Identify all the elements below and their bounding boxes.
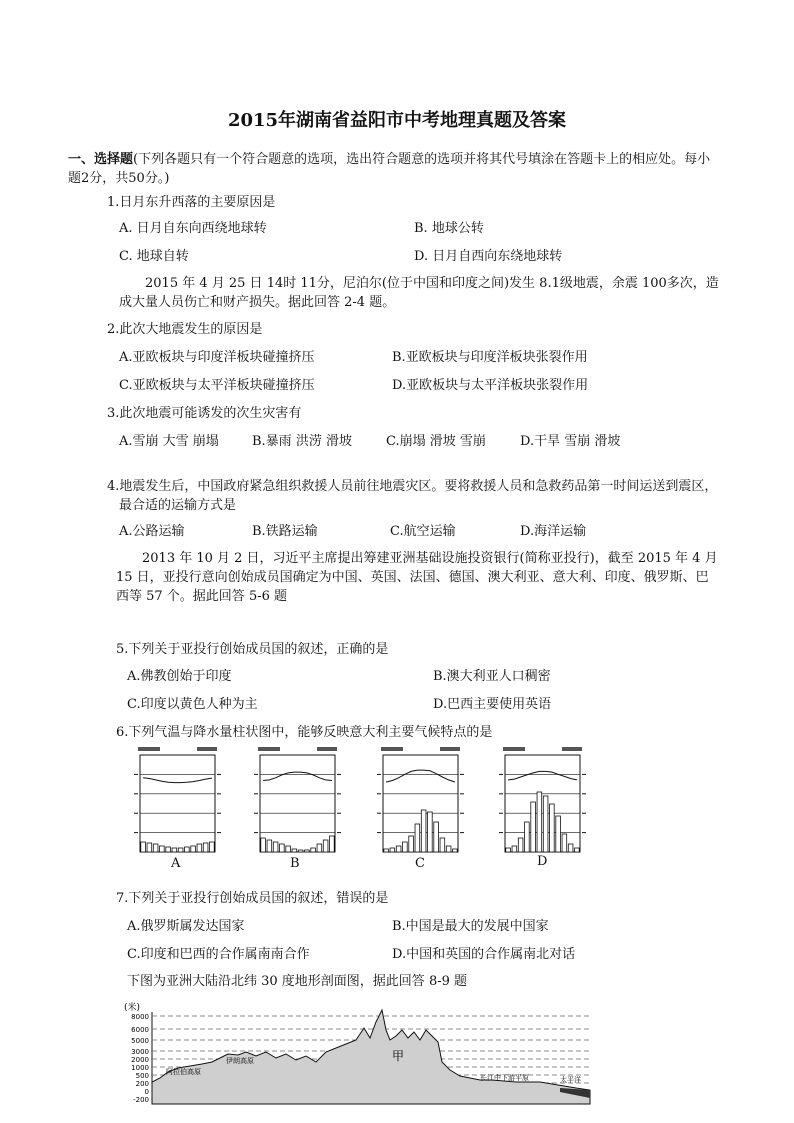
q1-option-c: C. 地球自转 [119, 249, 189, 264]
tick-500: 500 [135, 1072, 149, 1080]
precip-bar [160, 846, 165, 852]
label-iranian-plateau: 伊朗高原 [226, 1057, 254, 1065]
q7-option-d: D.中国和英国的合作属南北对话 [392, 947, 576, 962]
q5-option-a: A.佛教创始于印度 [127, 669, 232, 684]
q3-option-d: D.干旱 雪崩 滑坡 [520, 434, 621, 449]
precip-bar [185, 847, 190, 852]
q3-option-c: C.崩塌 滑坡 雪崩 [386, 434, 486, 449]
precip-bar [415, 824, 420, 852]
profile-ticks [131, 1013, 149, 1104]
q5-stem: 5.下列关于亚投行创始成员国的叙述，正确的是 [116, 642, 389, 657]
q1-stem: 1.日月东升西落的主要原因是 [107, 195, 276, 210]
section-label: 一、选择题 [68, 152, 134, 167]
precip-bar [518, 838, 523, 852]
chart-label-b: B [290, 856, 300, 871]
label-pacific: 太平洋 [560, 1076, 581, 1084]
precip-bar [446, 846, 451, 852]
q4-stem: 4.地震发生后，中国政府紧急组织救援人员前往地震灾区。要将救援人员和急救药品第一时间运送到震区，最合适的运输方式是 [107, 479, 718, 513]
precip-bar [311, 848, 316, 852]
climate-chart-b [254, 747, 341, 852]
precip-bar [153, 844, 158, 852]
precip-bar [330, 836, 335, 852]
precip-bar [317, 844, 322, 852]
climate-chart-a [134, 747, 221, 852]
precip-bar [390, 848, 395, 852]
q4-option-c: C.航空运输 [390, 524, 456, 539]
precip-bar [191, 846, 196, 852]
precip-bar [512, 846, 517, 852]
temperature-curve [508, 771, 577, 780]
page-title: 2015年湖南省益阳市中考地理真题及答案 [227, 110, 567, 131]
q5-option-c: C.印度以黄色人种为主 [127, 697, 258, 712]
q6-stem: 6.下列气温与降水量柱状图中，能够反映意大利主要气候特点的是 [116, 725, 493, 740]
precip-bar [292, 849, 297, 852]
passage-nepal: 2015 年 4 月 25 日 14时 11分，尼泊尔(位于中国和印度之间)发生 8.1级地震，余震 100多次，造成大量人员伤亡和财产损失。据此回答 2-4 题。 [119, 276, 719, 310]
precip-bar [434, 822, 439, 852]
climate-chart-c [377, 747, 464, 852]
q7-option-a: A.俄罗斯属发达国家 [127, 919, 245, 934]
section-instructions: (下列各题只有一个符合题意的选项，选出符合题意的选项并将其代号填涂在答题卡上的相应处。每小题2分，共50分。) [68, 152, 711, 186]
precip-bar [286, 846, 291, 852]
temperature-curve [263, 772, 332, 780]
q7-stem: 7.下列关于亚投行创始成员国的叙述，错误的是 [116, 891, 389, 906]
q2-stem: 2.此次大地震发生的原因是 [107, 322, 263, 337]
q2-option-a: A.亚欧板块与印度洋板块碰撞挤压 [119, 350, 315, 365]
precip-bar [203, 843, 208, 852]
passage-aiib: 2013 年 10 月 2 日，习近平主席提出筹建亚洲基础设施投资银行(简称亚投行)，截至 2015 年 4 月 15 日，亚投行意向创始成员国确定为中国、英国、法国、德国、澳大利亚、意大利、印度、俄罗斯、巴西等 57 个。据此回答 5-6 题 [116, 551, 718, 604]
label-yangtze-plain: 长江中下游平原 [480, 1074, 529, 1082]
precip-bar [409, 836, 414, 852]
q7-option-b: B.中国是最大的发展中国家 [392, 919, 549, 934]
precip-bar [531, 802, 536, 852]
precip-bar [323, 840, 328, 852]
precip-bar [261, 838, 266, 852]
chart-label-d: D [537, 854, 548, 869]
tick-200: 200 [135, 1080, 149, 1088]
precip-bar [280, 844, 285, 852]
temperature-curve [143, 778, 212, 783]
label-arabian-plateau: 阿拉伯高原 [166, 1068, 201, 1076]
q4-option-d: D.海洋运输 [520, 524, 587, 539]
precip-bar [396, 846, 401, 852]
q3-option-a: A.雪崩 大雪 崩塌 [119, 434, 219, 449]
profile-unit: (米) [124, 1003, 141, 1013]
q1-option-b: B. 地球公转 [414, 221, 484, 236]
q5-option-b: B.澳大利亚人口稠密 [433, 669, 551, 684]
chart-label-c: C [415, 856, 425, 871]
terrain-profile [120, 1000, 600, 1110]
section-header [68, 150, 718, 188]
precip-bar [178, 848, 183, 852]
precip-bar [267, 840, 272, 852]
q2-option-c: C.亚欧板块与太平洋板块碰撞挤压 [119, 378, 315, 393]
q7-option-c: C.印度和巴西的合作属南南合作 [127, 947, 310, 962]
precip-bar [506, 848, 511, 852]
precip-bar [298, 850, 303, 852]
precip-bar [305, 850, 310, 852]
label-jia: 甲 [392, 1049, 405, 1063]
precip-bar [556, 816, 561, 852]
precip-bar [453, 849, 458, 852]
tick-5000: 5000 [131, 1037, 149, 1045]
chart-label-a: A [171, 856, 181, 871]
precip-bar [550, 804, 555, 852]
precip-bar [141, 842, 146, 852]
q4-option-b: B.铁路运输 [252, 524, 318, 539]
tick-8000: 8000 [131, 1013, 149, 1021]
q2-option-b: B.亚欧板块与印度洋板块张裂作用 [392, 350, 588, 365]
precip-bar [172, 848, 177, 852]
tick-0: 0 [144, 1088, 149, 1096]
precip-bar [543, 796, 548, 852]
q1-option-a: A. 日月自东向西绕地球转 [119, 221, 267, 236]
precip-bar [525, 822, 530, 852]
precip-bar [428, 812, 433, 852]
tick-2000: 2000 [131, 1056, 149, 1064]
precip-bar [562, 834, 567, 852]
precip-bar [537, 792, 542, 852]
precip-bar [273, 842, 278, 852]
precip-bar [384, 849, 389, 852]
climate-charts [0, 745, 794, 875]
precip-bar [421, 810, 426, 852]
passage-profile: 下图为亚洲大陆沿北纬 30 度地形剖面图，据此回答 8-9 题 [127, 974, 468, 989]
precip-bar [440, 838, 445, 852]
precip-bar [166, 847, 171, 852]
q2-option-d: D.亚欧板块与太平洋板块张裂作用 [392, 378, 589, 393]
precip-bar [147, 843, 152, 852]
q5-option-d: D.巴西主要使用英语 [433, 697, 552, 712]
precip-bar [575, 848, 580, 852]
precip-bar [210, 842, 215, 852]
tick-1000: 1000 [131, 1064, 149, 1072]
tick-3000: 3000 [131, 1048, 149, 1056]
temperature-curve [386, 770, 455, 782]
q3-stem: 3.此次地震可能诱发的次生灾害有 [107, 406, 302, 421]
tick-neg200: -200 [133, 1096, 149, 1104]
precip-bar [403, 842, 408, 852]
q1-option-d: D. 日月自西向东绕地球转 [414, 249, 563, 264]
terrain-shape [152, 1010, 590, 1104]
climate-chart-d [499, 747, 586, 852]
q4-option-a: A.公路运输 [119, 524, 185, 539]
precip-bar [197, 844, 202, 852]
q3-option-b: B.暴雨 洪涝 滑坡 [252, 434, 352, 449]
tick-6000: 6000 [131, 1026, 149, 1034]
precip-bar [568, 844, 573, 852]
